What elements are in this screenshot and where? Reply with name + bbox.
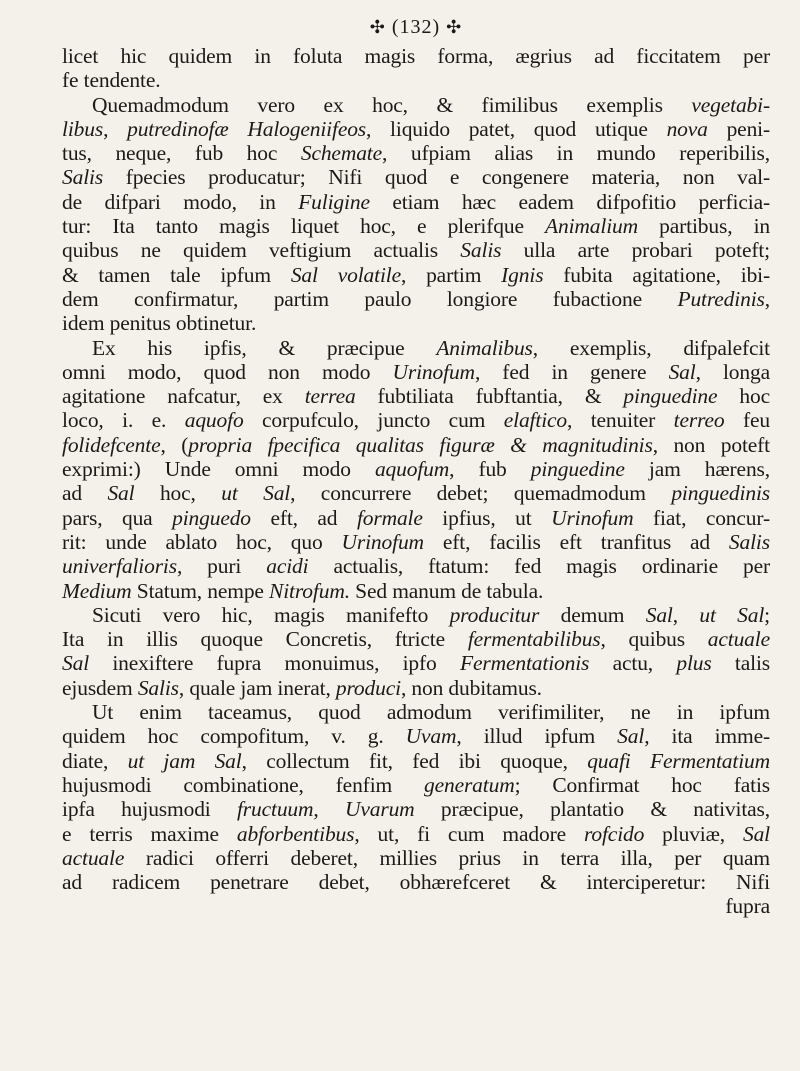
text-run: radici offerri deberet, millies prius in terra illa, per quam	[124, 845, 770, 870]
text-run: loco, i. e.	[62, 408, 185, 433]
text-run: pars, qua	[62, 505, 173, 530]
text-run: Ita in illis quoque Concretis, ftricte	[62, 627, 468, 652]
text-run: licet hic quidem in foluta magis forma, ægrius ad ficcitatem per	[62, 44, 770, 68]
italic-term: Urinofum	[392, 359, 475, 384]
italic-term: Uvarum	[344, 797, 415, 822]
text-line	[62, 627, 770, 651]
italic-term: ut Sal	[699, 602, 765, 627]
text-run: tur: Ita tanto magis liquet hoc, e plerifque	[62, 214, 545, 239]
italic-term: Animalibus	[436, 335, 533, 360]
text-run: jam hærens,	[624, 457, 770, 482]
text-run: hujusmodi combinatione, fenfim	[62, 772, 424, 797]
text-line	[62, 117, 770, 141]
text-line	[62, 190, 770, 214]
text-run: , ufpiam alias in mundo reperibilis,	[382, 141, 770, 166]
text-line	[62, 44, 770, 68]
italic-term: Salis	[728, 529, 770, 554]
text-line	[62, 724, 770, 748]
text-run: , illud ipfum	[456, 724, 618, 749]
text-line	[62, 530, 770, 554]
text-line	[62, 68, 770, 92]
text-run: , quibus	[600, 627, 708, 652]
text-run: tus, neque, fub hoc	[62, 141, 301, 166]
text-line	[62, 457, 770, 481]
text-run: , concurrere debet; quemadmodum	[290, 481, 672, 506]
text-run: corpufculo, juncto cum	[243, 408, 504, 433]
text-run: , quale jam inerat,	[178, 675, 336, 700]
italic-term: Salis	[460, 238, 502, 263]
text-run: ulla arte probari poteft;	[501, 238, 770, 263]
italic-term: abforbentibus	[236, 821, 355, 846]
italic-term: aquofo	[184, 408, 244, 433]
text-run: ,	[764, 286, 770, 311]
text-run: etiam hæc eadem difpofitio perficia-	[369, 189, 770, 214]
italic-term: folidefcente	[62, 432, 161, 457]
text-line	[62, 433, 770, 457]
italic-term: Salis	[62, 165, 104, 190]
italic-term: pinguedo	[172, 505, 251, 530]
text-run: fiat, concur-	[633, 505, 770, 530]
text-line	[62, 238, 770, 262]
italic-term: terrea	[304, 384, 356, 409]
italic-term: Uvam	[405, 724, 457, 749]
text-run: fubita agitatione, ibi-	[543, 262, 771, 287]
text-run: , non dubitamus.	[400, 675, 542, 700]
text-line	[62, 676, 770, 700]
text-run: Ex his ipfis, & præcipue	[92, 335, 437, 360]
text-run: eft, ad	[250, 505, 357, 530]
italic-term: Urinofum	[341, 529, 424, 554]
text-run: , fed in genere	[474, 359, 669, 384]
italic-term: Sal	[645, 602, 673, 627]
text-run: ad radicem penetrare debet, obhærefceret & interciperetur: Nifi	[62, 870, 770, 895]
italic-term: Sal	[62, 651, 90, 676]
text-run: omni modo, quod non modo	[62, 359, 393, 384]
italic-term: produci	[335, 675, 401, 700]
text-run: idem penitus obtinetur.	[62, 311, 257, 336]
italic-term: elaftico	[503, 408, 568, 433]
text-run: , exemplis, difpalefcit	[532, 335, 771, 360]
page-header	[62, 10, 770, 44]
italic-term: vegetabi-	[691, 92, 770, 117]
italic-term: Sal	[668, 359, 696, 384]
text-run: partibus, in	[638, 214, 770, 239]
italic-term: pinguedine	[623, 384, 718, 409]
text-run: ,	[103, 116, 128, 141]
text-line	[62, 603, 770, 627]
italic-term: propria fpecifica qualitas figuræ & magnitudinis	[188, 432, 653, 457]
text-line	[62, 894, 770, 918]
text-line	[62, 749, 770, 773]
text-run: rit: unde ablato hoc, quo	[62, 529, 342, 554]
italic-term: formale	[356, 505, 423, 530]
left-ornament: ✣	[369, 17, 386, 37]
text-run: fpecies producatur; Nifi quod e congenere materia, non val-	[103, 165, 770, 190]
italic-term: ut Sal	[221, 481, 291, 506]
text-run: , puri	[176, 554, 267, 579]
text-run: , partim	[401, 262, 502, 287]
text-line	[62, 408, 770, 432]
text-run: Statum, nempe	[131, 578, 270, 603]
text-run: Sed manum de tabula.	[349, 578, 544, 603]
text-run: , ut, fi cum madore	[354, 821, 584, 846]
text-run: diate,	[62, 748, 128, 773]
text-run: dem confirmatur, partim paulo longiore fubactione	[62, 286, 678, 311]
text-run: & tamen tale ipfum	[62, 262, 291, 287]
text-run: pluviæ,	[644, 821, 743, 846]
text-run: e terris maxime	[62, 821, 237, 846]
italic-term: producitur	[449, 602, 540, 627]
text-line	[62, 846, 770, 870]
page-number: (132)	[391, 16, 441, 38]
italic-term: Putredinis	[677, 286, 765, 311]
italic-term: rofcido	[583, 821, 645, 846]
text-run: , ita imme-	[644, 724, 770, 749]
italic-term: Fuligine	[298, 189, 370, 214]
italic-term: Sal	[742, 821, 771, 846]
italic-term: fructuum	[236, 797, 314, 822]
text-run: fubtiliata fubftantia, &	[355, 384, 624, 409]
text-line	[62, 141, 770, 165]
italic-term: Medium	[62, 578, 132, 603]
text-line	[62, 870, 770, 894]
italic-term: Sal volatile	[290, 262, 401, 287]
text-line	[62, 506, 770, 530]
italic-term: nova	[666, 116, 708, 141]
text-run: ,	[672, 602, 700, 627]
text-line	[62, 554, 770, 578]
text-run: inexiftere fupra monuimus, ipfo	[89, 651, 460, 676]
text-line	[62, 165, 770, 189]
italic-term: Salis	[137, 675, 179, 700]
italic-term: ut jam Sal	[127, 748, 242, 773]
italic-term: Fermentationis	[459, 651, 590, 676]
text-run: agitatione nafcatur, ex	[62, 384, 305, 409]
text-run: ;	[764, 602, 770, 627]
italic-term: Animalium	[544, 214, 638, 239]
text-line	[62, 773, 770, 797]
text-line	[62, 214, 770, 238]
italic-term: terreo	[673, 408, 725, 433]
text-run: , longa	[695, 359, 770, 384]
text-run: ejusdem	[62, 675, 138, 700]
italic-term: Sal	[107, 481, 135, 506]
italic-term: Schemate	[300, 141, 383, 166]
text-run: quibus ne quidem veftigium actualis	[62, 238, 461, 263]
text-line	[62, 822, 770, 846]
italic-term: generatum	[423, 772, 515, 797]
italic-term: pinguedinis	[671, 481, 770, 506]
text-line	[62, 93, 770, 117]
text-run: fe tendente.	[62, 68, 161, 93]
italic-term: acidi	[266, 554, 309, 579]
text-line	[62, 651, 770, 675]
text-line	[62, 384, 770, 408]
text-run: , non poteft	[652, 432, 771, 457]
text-run: talis	[711, 651, 771, 676]
text-run: , (	[160, 432, 189, 457]
text-run: , liquido patet, quod utique	[366, 116, 667, 141]
text-run: hoc	[717, 384, 770, 409]
italic-term: Nitrofum.	[269, 578, 350, 603]
text-run: peni-	[707, 116, 770, 141]
italic-term: putredinofæ Halogeniifeos	[127, 116, 367, 141]
italic-term: libus	[62, 116, 104, 141]
italic-term: actuale	[707, 627, 770, 652]
text-run: ipfius, ut	[422, 505, 552, 530]
text-line	[62, 263, 770, 287]
text-run: præcipue, plantatio & nativitas,	[414, 797, 770, 822]
text-run: actu,	[589, 651, 677, 676]
text-line	[62, 579, 770, 603]
text-run: Sicuti vero hic, magis manifefto	[92, 602, 450, 627]
text-run: ,	[313, 797, 345, 822]
text-run: demum	[539, 602, 646, 627]
text-run: ipfa hujusmodi	[62, 797, 237, 822]
italic-term: Sal	[617, 724, 645, 749]
text-line	[62, 481, 770, 505]
text-run: eft, facilis eft tranfitus ad	[423, 529, 729, 554]
italic-term: aquofum	[374, 457, 450, 482]
text-run: , collectum fit, fed ibi quoque,	[241, 748, 588, 773]
text-run: , tenuiter	[567, 408, 674, 433]
text-run: actualis, ftatum: fed magis ordinarie per	[308, 554, 771, 579]
text-run: quidem hoc compofitum, v. g.	[62, 724, 406, 749]
text-run: , fub	[449, 457, 531, 482]
text-line	[62, 797, 770, 821]
text-run: ad	[62, 481, 108, 506]
italic-term: actuale	[62, 845, 125, 870]
text-line	[62, 336, 770, 360]
italic-term: pinguedine	[530, 457, 625, 482]
text-line	[62, 311, 770, 335]
italic-term: quafi Fermentatium	[587, 748, 771, 773]
text-run: fupra	[725, 894, 770, 919]
text-run: Quemadmodum vero ex hoc, & fimilibus exemplis	[92, 92, 692, 117]
text-run: exprimi:) Unde omni modo	[62, 457, 375, 482]
text-run: hoc,	[134, 481, 222, 506]
right-ornament: ✣	[446, 17, 463, 37]
italic-term: plus	[676, 651, 712, 676]
text-run: de difpari modo, in	[62, 189, 299, 214]
italic-term: Ignis	[501, 262, 544, 287]
text-line	[62, 700, 770, 724]
italic-term: Urinofum	[551, 505, 634, 530]
text-line	[62, 287, 770, 311]
text-run: Ut enim taceamus, quod admodum verifimiliter, ne in ipfum	[92, 700, 770, 725]
text-run: ; Confirmat hoc fatis	[514, 772, 770, 797]
italic-term: univerfalioris	[62, 554, 177, 579]
text-line	[62, 360, 770, 384]
italic-term: fermentabilibus	[467, 627, 601, 652]
text-run: feu	[724, 408, 770, 433]
body-text	[62, 44, 770, 919]
